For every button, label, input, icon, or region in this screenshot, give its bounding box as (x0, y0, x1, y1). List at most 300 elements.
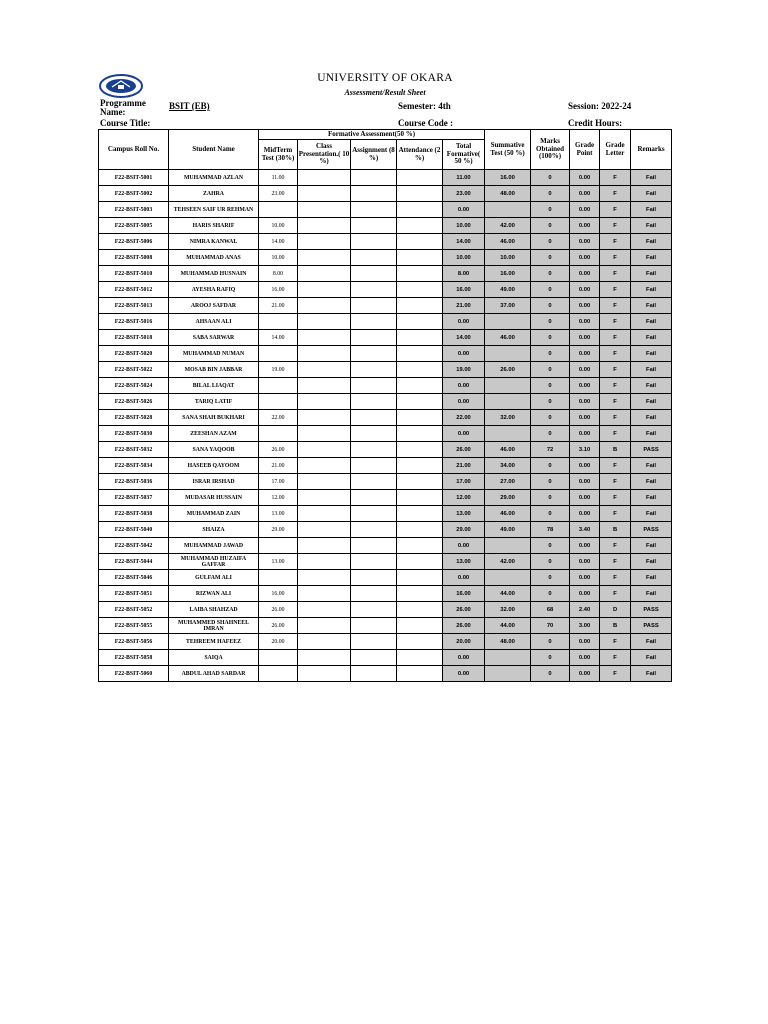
cell-midterm: 11.00 (259, 170, 298, 186)
cell-student-name: HASEEB QAYOOM (169, 458, 259, 474)
cell-attendance (397, 666, 443, 682)
cell-class-presentation (298, 378, 351, 394)
cell-grade-letter: F (600, 410, 631, 426)
cell-roll-no: F22-BSIT-5002 (99, 186, 169, 202)
cell-student-name: ABDUL AHAD SARDAR (169, 666, 259, 682)
cell-attendance (397, 330, 443, 346)
cell-remarks: Fail (631, 330, 672, 346)
table-row (99, 298, 672, 314)
col-attendance-header: Attendance (2 %) (397, 140, 443, 170)
cell-assignment (351, 554, 397, 570)
cell-attendance (397, 282, 443, 298)
cell-remarks: Fail (631, 186, 672, 202)
cell-assignment (351, 586, 397, 602)
cell-summative: 46.00 (485, 442, 531, 458)
cell-marks-obtained: 70 (531, 618, 570, 634)
cell-total-formative: 26.00 (443, 602, 485, 618)
cell-attendance (397, 378, 443, 394)
col-summative-header: Summative Test (50 %) (485, 130, 531, 170)
cell-total-formative: 13.00 (443, 554, 485, 570)
cell-grade-point: 2.40 (570, 602, 600, 618)
cell-grade-letter: F (600, 458, 631, 474)
cell-attendance (397, 506, 443, 522)
cell-summative: 37.00 (485, 298, 531, 314)
cell-class-presentation (298, 490, 351, 506)
cell-total-formative: 10.00 (443, 218, 485, 234)
cell-student-name: MUHAMMAD HUZAIFA GAFFAR (169, 554, 259, 570)
cell-class-presentation (298, 474, 351, 490)
col-formative-header: Formative Assessment(50 %) (259, 130, 485, 140)
cell-attendance (397, 426, 443, 442)
cell-roll-no: F22-BSIT-5012 (99, 282, 169, 298)
cell-midterm (259, 650, 298, 666)
cell-roll-no: F22-BSIT-5037 (99, 490, 169, 506)
cell-roll-no: F22-BSIT-5038 (99, 506, 169, 522)
cell-student-name: MUHAMMAD ANAS (169, 250, 259, 266)
cell-attendance (397, 618, 443, 634)
cell-midterm (259, 202, 298, 218)
cell-grade-point: 0.00 (570, 394, 600, 410)
cell-midterm: 29.00 (259, 522, 298, 538)
cell-grade-letter: F (600, 426, 631, 442)
cell-student-name: SHAIZA (169, 522, 259, 538)
table-row (99, 186, 672, 202)
table-row (99, 554, 672, 570)
cell-marks-obtained: 0 (531, 570, 570, 586)
cell-summative (485, 666, 531, 682)
cell-student-name: LAIBA SHAHZAD (169, 602, 259, 618)
cell-grade-letter: F (600, 554, 631, 570)
table-row (99, 250, 672, 266)
table-row (99, 410, 672, 426)
cell-midterm: 14.00 (259, 234, 298, 250)
cell-roll-no: F22-BSIT-5044 (99, 554, 169, 570)
cell-student-name: HARIS SHARIF (169, 218, 259, 234)
cell-summative: 26.00 (485, 362, 531, 378)
cell-summative: 46.00 (485, 506, 531, 522)
table-row (99, 538, 672, 554)
cell-marks-obtained: 0 (531, 650, 570, 666)
cell-summative: 49.00 (485, 282, 531, 298)
cell-student-name: SABA SARWAR (169, 330, 259, 346)
cell-midterm (259, 426, 298, 442)
cell-grade-point: 0.00 (570, 474, 600, 490)
cell-total-formative: 29.00 (443, 522, 485, 538)
cell-summative: 48.00 (485, 186, 531, 202)
table-row (99, 330, 672, 346)
cell-student-name: TARIQ LATIF (169, 394, 259, 410)
cell-midterm: 12.00 (259, 490, 298, 506)
cell-attendance (397, 490, 443, 506)
cell-remarks: Fail (631, 346, 672, 362)
table-row (99, 602, 672, 618)
cell-grade-point: 0.00 (570, 346, 600, 362)
cell-roll-no: F22-BSIT-5046 (99, 570, 169, 586)
table-row (99, 522, 672, 538)
cell-assignment (351, 186, 397, 202)
cell-remarks: Fail (631, 378, 672, 394)
cell-roll-no: F22-BSIT-5010 (99, 266, 169, 282)
credit-hours-label: Credit Hours: (568, 118, 623, 128)
cell-roll-no: F22-BSIT-5026 (99, 394, 169, 410)
cell-attendance (397, 170, 443, 186)
table-row (99, 362, 672, 378)
cell-marks-obtained: 0 (531, 634, 570, 650)
cell-remarks: Fail (631, 490, 672, 506)
cell-total-formative: 17.00 (443, 474, 485, 490)
cell-marks-obtained: 0 (531, 314, 570, 330)
cell-midterm: 13.00 (259, 506, 298, 522)
cell-student-name: MUHAMMAD ZAIN (169, 506, 259, 522)
cell-student-name: TEHSEEN SAIF UR REHMAN (169, 202, 259, 218)
cell-marks-obtained: 0 (531, 586, 570, 602)
cell-grade-letter: F (600, 378, 631, 394)
cell-marks-obtained: 0 (531, 346, 570, 362)
table-row (99, 442, 672, 458)
table-row (99, 394, 672, 410)
table-row (99, 458, 672, 474)
cell-grade-letter: F (600, 490, 631, 506)
cell-total-formative: 0.00 (443, 394, 485, 410)
cell-marks-obtained: 0 (531, 554, 570, 570)
cell-total-formative: 14.00 (443, 330, 485, 346)
cell-summative (485, 426, 531, 442)
cell-midterm: 26.00 (259, 618, 298, 634)
cell-total-formative: 8.00 (443, 266, 485, 282)
cell-attendance (397, 650, 443, 666)
cell-remarks: Fail (631, 314, 672, 330)
cell-student-name: NIMRA KANWAL (169, 234, 259, 250)
cell-midterm (259, 666, 298, 682)
cell-summative: 10.00 (485, 250, 531, 266)
cell-marks-obtained: 0 (531, 506, 570, 522)
cell-student-name: AROOJ SAFDAR (169, 298, 259, 314)
cell-grade-letter: F (600, 202, 631, 218)
cell-student-name: TEHREEM HAFEEZ (169, 634, 259, 650)
cell-assignment (351, 298, 397, 314)
cell-midterm: 23.00 (259, 186, 298, 202)
cell-grade-point: 0.00 (570, 218, 600, 234)
cell-marks-obtained: 0 (531, 298, 570, 314)
course-code-label: Course Code : (398, 118, 453, 128)
cell-roll-no: F22-BSIT-5056 (99, 634, 169, 650)
cell-remarks: Fail (631, 250, 672, 266)
cell-assignment (351, 650, 397, 666)
cell-grade-point: 3.00 (570, 618, 600, 634)
cell-marks-obtained: 0 (531, 410, 570, 426)
cell-grade-letter: F (600, 250, 631, 266)
cell-roll-no: F22-BSIT-5055 (99, 618, 169, 634)
cell-total-formative: 0.00 (443, 426, 485, 442)
cell-remarks: Fail (631, 170, 672, 186)
cell-assignment (351, 634, 397, 650)
cell-total-formative: 26.00 (443, 442, 485, 458)
cell-summative: 16.00 (485, 266, 531, 282)
cell-attendance (397, 442, 443, 458)
cell-class-presentation (298, 554, 351, 570)
cell-total-formative: 21.00 (443, 458, 485, 474)
cell-roll-no: F22-BSIT-5020 (99, 346, 169, 362)
cell-roll-no: F22-BSIT-5018 (99, 330, 169, 346)
cell-marks-obtained: 0 (531, 394, 570, 410)
col-remarks-header: Remarks (631, 130, 672, 170)
col-total-formative-header: Total Formative( 50 %) (443, 140, 485, 170)
cell-summative: 29.00 (485, 490, 531, 506)
cell-grade-point: 0.00 (570, 314, 600, 330)
session-label: Session: 2022-24 (568, 101, 632, 111)
cell-total-formative: 13.00 (443, 506, 485, 522)
cell-summative (485, 394, 531, 410)
cell-attendance (397, 538, 443, 554)
cell-attendance (397, 570, 443, 586)
cell-class-presentation (298, 442, 351, 458)
cell-assignment (351, 218, 397, 234)
cell-grade-letter: F (600, 282, 631, 298)
table-row (99, 234, 672, 250)
cell-grade-letter: F (600, 586, 631, 602)
cell-marks-obtained: 78 (531, 522, 570, 538)
cell-grade-point: 0.00 (570, 282, 600, 298)
cell-assignment (351, 362, 397, 378)
cell-summative: 16.00 (485, 170, 531, 186)
cell-grade-letter: B (600, 618, 631, 634)
cell-roll-no: F22-BSIT-5040 (99, 522, 169, 538)
cell-grade-point: 0.00 (570, 266, 600, 282)
table-row (99, 506, 672, 522)
cell-attendance (397, 266, 443, 282)
cell-attendance (397, 202, 443, 218)
cell-total-formative: 0.00 (443, 378, 485, 394)
cell-class-presentation (298, 634, 351, 650)
cell-summative (485, 378, 531, 394)
cell-assignment (351, 330, 397, 346)
table-row (99, 346, 672, 362)
cell-class-presentation (298, 538, 351, 554)
col-marks-header: Marks Obtained (100%) (531, 130, 570, 170)
cell-roll-no: F22-BSIT-5001 (99, 170, 169, 186)
cell-grade-letter: F (600, 234, 631, 250)
cell-total-formative: 14.00 (443, 234, 485, 250)
cell-summative (485, 202, 531, 218)
cell-grade-letter: F (600, 218, 631, 234)
cell-grade-point: 0.00 (570, 298, 600, 314)
cell-student-name: MUDASAR HUSSAIN (169, 490, 259, 506)
cell-class-presentation (298, 314, 351, 330)
cell-student-name: ISRAR IRSHAD (169, 474, 259, 490)
cell-summative: 42.00 (485, 218, 531, 234)
table-row (99, 218, 672, 234)
cell-grade-point: 0.00 (570, 330, 600, 346)
cell-total-formative: 22.00 (443, 410, 485, 426)
university-logo-icon (98, 73, 144, 99)
table-row (99, 202, 672, 218)
cell-student-name: MUHAMMAD HUSNAIN (169, 266, 259, 282)
cell-summative (485, 650, 531, 666)
cell-summative: 42.00 (485, 554, 531, 570)
cell-grade-point: 0.00 (570, 554, 600, 570)
cell-summative: 34.00 (485, 458, 531, 474)
cell-remarks: PASS (631, 522, 672, 538)
cell-grade-point: 0.00 (570, 650, 600, 666)
cell-summative: 27.00 (485, 474, 531, 490)
cell-remarks: Fail (631, 426, 672, 442)
cell-remarks: Fail (631, 394, 672, 410)
cell-assignment (351, 538, 397, 554)
cell-class-presentation (298, 330, 351, 346)
cell-summative: 32.00 (485, 410, 531, 426)
table-row (99, 570, 672, 586)
cell-midterm: 26.00 (259, 602, 298, 618)
table-row (99, 314, 672, 330)
cell-assignment (351, 410, 397, 426)
cell-grade-point: 0.00 (570, 186, 600, 202)
cell-midterm: 10.00 (259, 218, 298, 234)
cell-grade-point: 0.00 (570, 378, 600, 394)
cell-class-presentation (298, 234, 351, 250)
cell-total-formative: 0.00 (443, 570, 485, 586)
cell-total-formative: 10.00 (443, 250, 485, 266)
cell-class-presentation (298, 426, 351, 442)
cell-total-formative: 20.00 (443, 634, 485, 650)
cell-remarks: Fail (631, 538, 672, 554)
cell-assignment (351, 346, 397, 362)
cell-roll-no: F22-BSIT-5042 (99, 538, 169, 554)
cell-summative (485, 570, 531, 586)
cell-student-name: GULFAM ALI (169, 570, 259, 586)
cell-attendance (397, 554, 443, 570)
cell-midterm (259, 378, 298, 394)
cell-remarks: Fail (631, 474, 672, 490)
course-title-label: Course Title: (100, 118, 151, 128)
cell-class-presentation (298, 602, 351, 618)
cell-summative: 32.00 (485, 602, 531, 618)
cell-roll-no: F22-BSIT-5060 (99, 666, 169, 682)
cell-remarks: Fail (631, 634, 672, 650)
cell-grade-letter: F (600, 634, 631, 650)
semester-label: Semester: 4th (398, 101, 451, 111)
cell-roll-no: F22-BSIT-5008 (99, 250, 169, 266)
cell-grade-letter: F (600, 650, 631, 666)
cell-remarks: PASS (631, 442, 672, 458)
cell-total-formative: 0.00 (443, 666, 485, 682)
cell-summative: 49.00 (485, 522, 531, 538)
cell-midterm: 20.00 (259, 634, 298, 650)
result-table (98, 129, 672, 682)
table-row (99, 490, 672, 506)
cell-class-presentation (298, 362, 351, 378)
table-row (99, 170, 672, 186)
cell-attendance (397, 522, 443, 538)
cell-student-name: BILAL LIAQAT (169, 378, 259, 394)
cell-remarks: Fail (631, 586, 672, 602)
cell-summative (485, 538, 531, 554)
cell-assignment (351, 522, 397, 538)
cell-class-presentation (298, 298, 351, 314)
cell-grade-point: 0.00 (570, 458, 600, 474)
cell-grade-letter: F (600, 570, 631, 586)
cell-marks-obtained: 0 (531, 234, 570, 250)
cell-summative: 44.00 (485, 586, 531, 602)
cell-grade-letter: D (600, 602, 631, 618)
cell-grade-point: 0.00 (570, 570, 600, 586)
cell-grade-letter: F (600, 170, 631, 186)
cell-remarks: Fail (631, 202, 672, 218)
cell-grade-point: 3.40 (570, 522, 600, 538)
table-row (99, 426, 672, 442)
cell-grade-point: 0.00 (570, 634, 600, 650)
university-title: UNIVERSITY OF OKARA (317, 72, 453, 84)
cell-grade-point: 0.00 (570, 426, 600, 442)
cell-attendance (397, 218, 443, 234)
cell-attendance (397, 298, 443, 314)
cell-roll-no: F22-BSIT-5030 (99, 426, 169, 442)
cell-grade-letter: F (600, 538, 631, 554)
cell-remarks: Fail (631, 218, 672, 234)
cell-assignment (351, 234, 397, 250)
cell-grade-point: 0.00 (570, 410, 600, 426)
cell-student-name: MUHAMMAD AZLAN (169, 170, 259, 186)
sheet-title: Assessment/Result Sheet (344, 88, 426, 97)
cell-class-presentation (298, 346, 351, 362)
cell-class-presentation (298, 266, 351, 282)
cell-assignment (351, 506, 397, 522)
table-row (99, 666, 672, 682)
cell-grade-point: 0.00 (570, 250, 600, 266)
cell-roll-no: F22-BSIT-5032 (99, 442, 169, 458)
cell-grade-letter: F (600, 314, 631, 330)
cell-total-formative: 11.00 (443, 170, 485, 186)
cell-roll-no: F22-BSIT-5058 (99, 650, 169, 666)
cell-midterm: 26.00 (259, 442, 298, 458)
cell-midterm: 22.00 (259, 410, 298, 426)
cell-grade-letter: B (600, 522, 631, 538)
cell-grade-point: 0.00 (570, 506, 600, 522)
cell-summative (485, 314, 531, 330)
cell-midterm: 17.00 (259, 474, 298, 490)
cell-grade-letter: B (600, 442, 631, 458)
cell-attendance (397, 474, 443, 490)
cell-midterm: 19.00 (259, 362, 298, 378)
programme-label: Programme Name: (100, 98, 146, 117)
cell-remarks: Fail (631, 410, 672, 426)
cell-attendance (397, 234, 443, 250)
table-row (99, 586, 672, 602)
cell-class-presentation (298, 506, 351, 522)
cell-summative (485, 346, 531, 362)
cell-total-formative: 26.00 (443, 618, 485, 634)
cell-class-presentation (298, 250, 351, 266)
col-roll-header: Campus Roll No. (99, 130, 169, 170)
cell-student-name: SANA SHAH BUKHARI (169, 410, 259, 426)
cell-remarks: Fail (631, 554, 672, 570)
cell-assignment (351, 666, 397, 682)
cell-remarks: Fail (631, 506, 672, 522)
cell-marks-obtained: 0 (531, 282, 570, 298)
cell-grade-letter: F (600, 506, 631, 522)
cell-assignment (351, 250, 397, 266)
cell-grade-point: 0.00 (570, 170, 600, 186)
cell-marks-obtained: 0 (531, 266, 570, 282)
cell-marks-obtained: 0 (531, 170, 570, 186)
cell-grade-point: 0.00 (570, 490, 600, 506)
cell-total-formative: 0.00 (443, 314, 485, 330)
cell-roll-no: F22-BSIT-5022 (99, 362, 169, 378)
cell-marks-obtained: 0 (531, 474, 570, 490)
cell-student-name: RIZWAN ALI (169, 586, 259, 602)
table-row (99, 266, 672, 282)
cell-marks-obtained: 0 (531, 186, 570, 202)
col-class-presentation-header: Class Presentation.( 10 %) (298, 140, 351, 170)
